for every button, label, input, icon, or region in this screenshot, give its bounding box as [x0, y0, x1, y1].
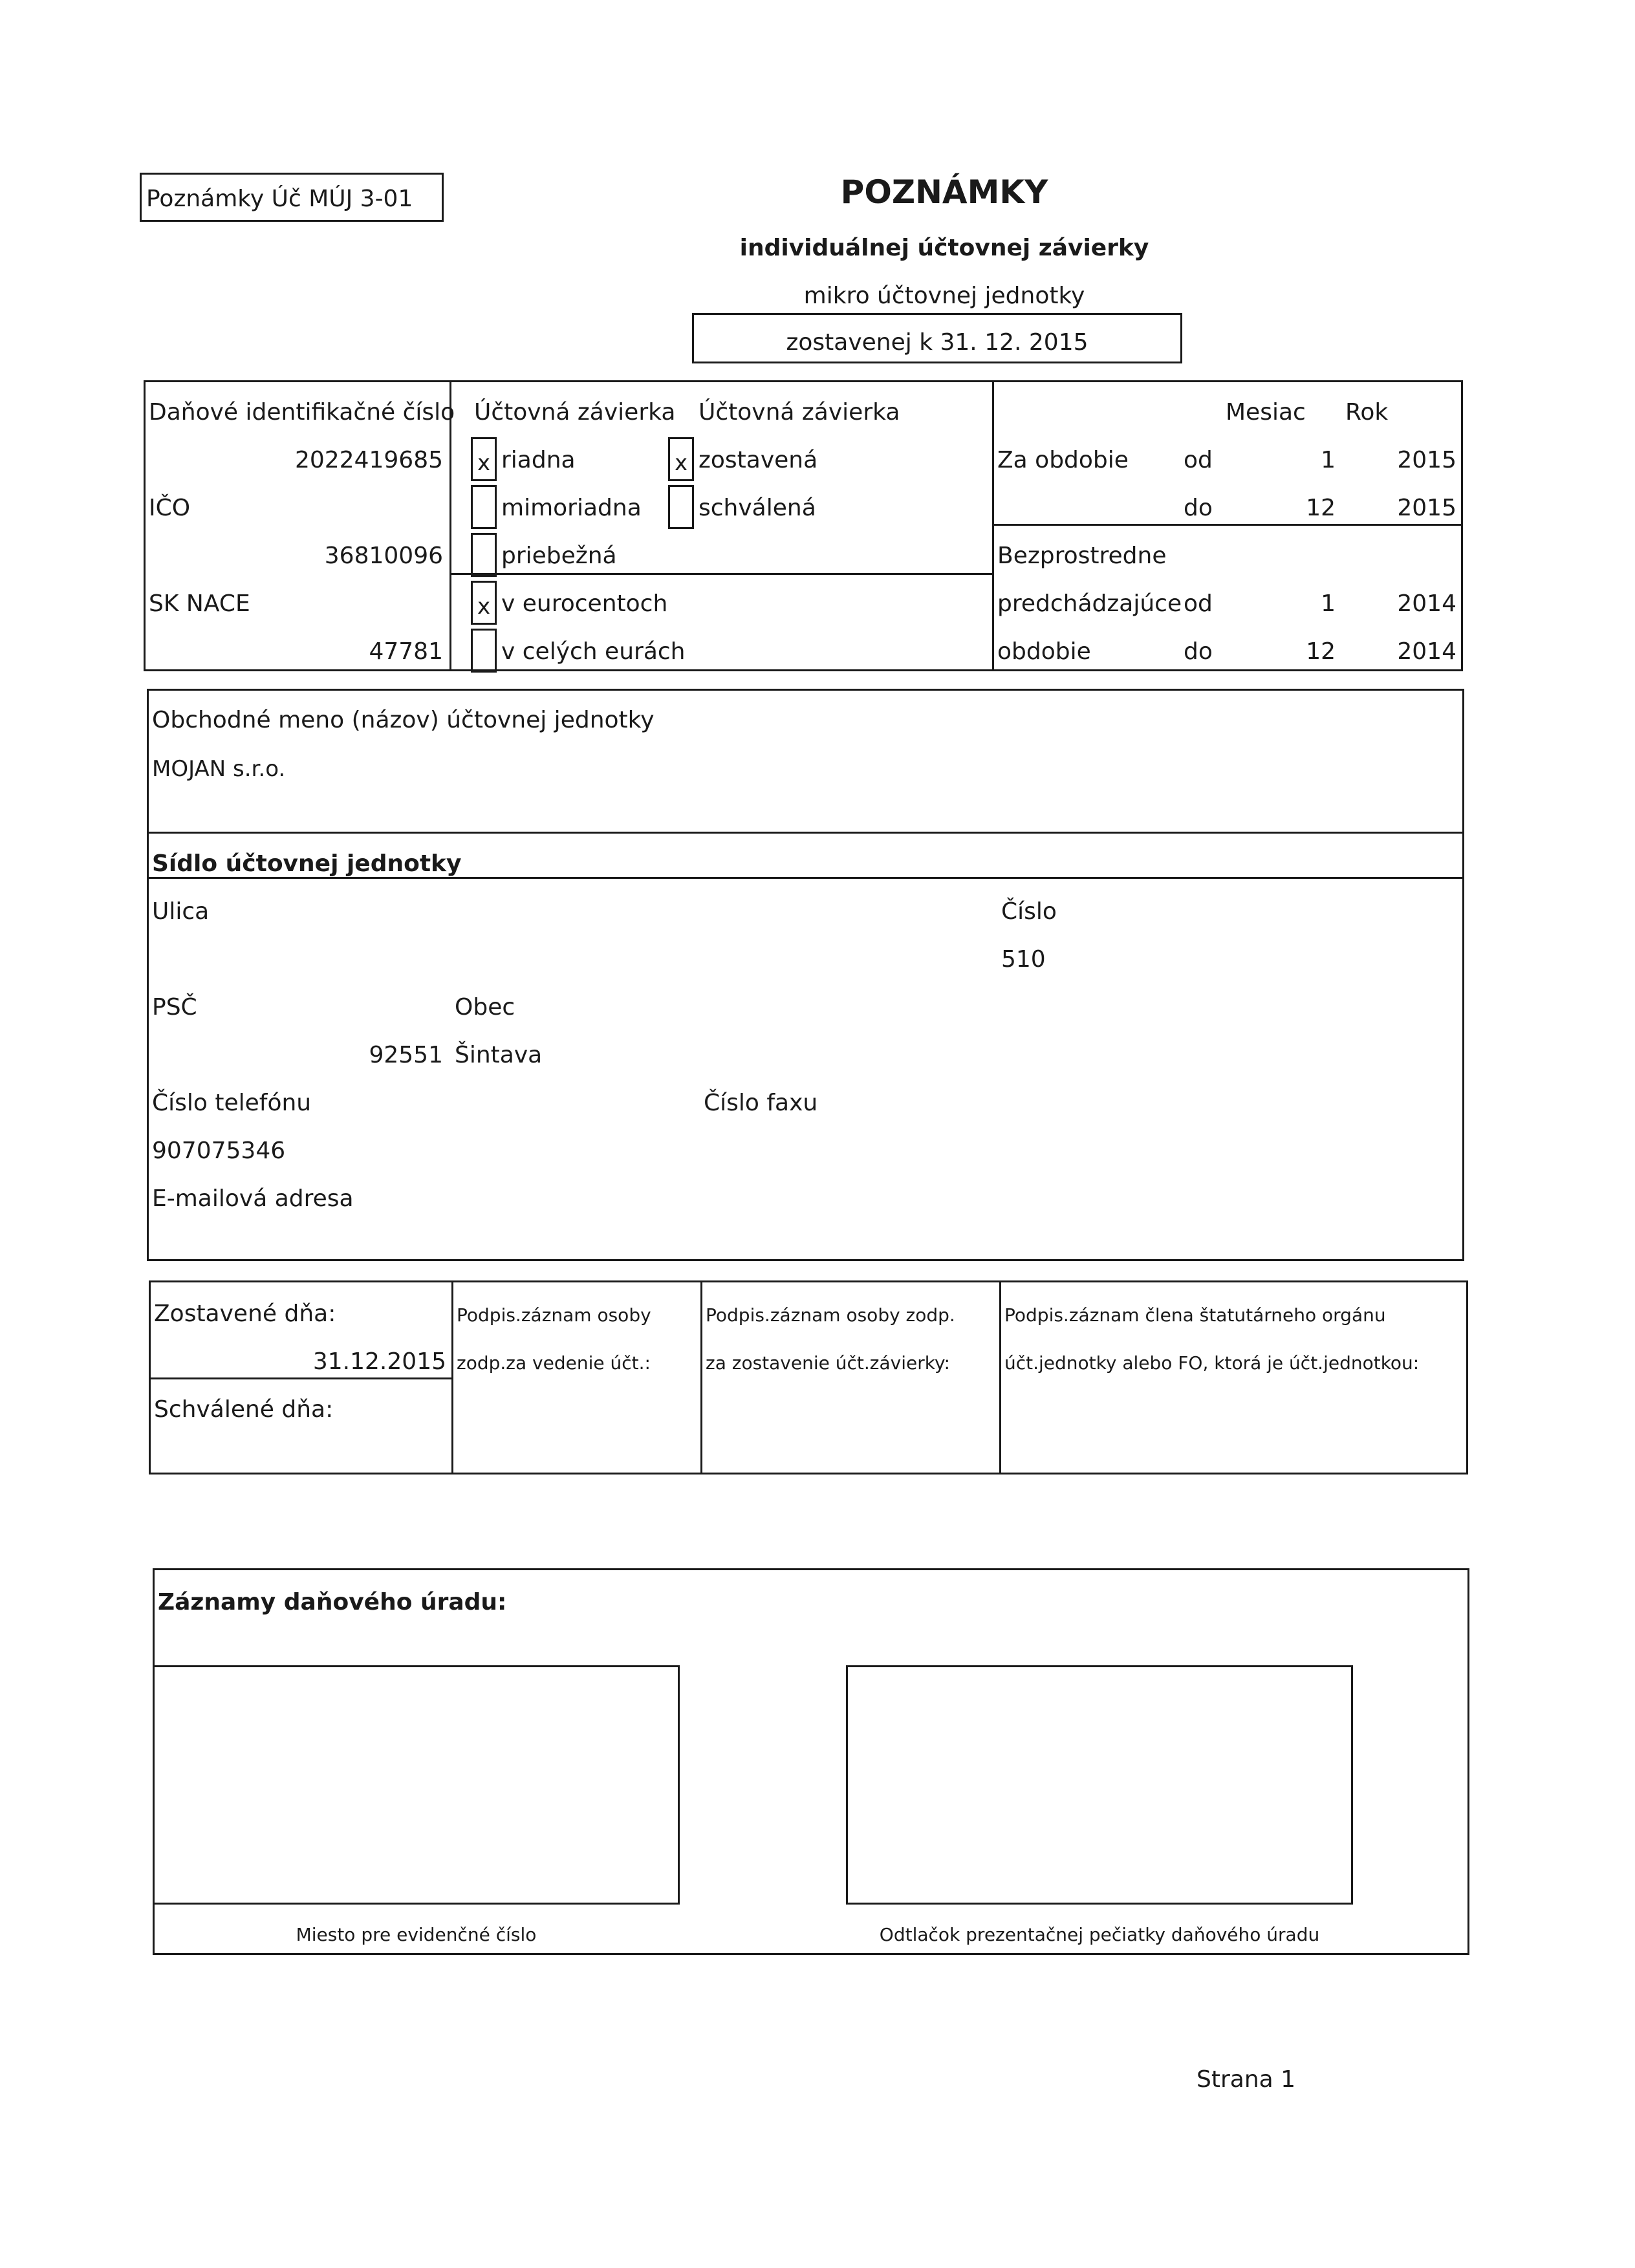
- ico-label: IČO: [149, 495, 191, 521]
- fax-label: Číslo faxu: [704, 1090, 818, 1116]
- number-label: Číslo: [1001, 898, 1057, 925]
- previous-period-label-1: Bezprostredne: [997, 543, 1167, 569]
- current-to-month: 12: [1306, 495, 1336, 521]
- subtitle-micro: mikro účtovnej jednotky: [803, 283, 1085, 309]
- current-to-label: do: [1184, 495, 1213, 521]
- zavierka-state-header: Účtovná závierka: [698, 399, 900, 426]
- number-value: 510: [1001, 946, 1046, 973]
- previous-from-label: od: [1184, 590, 1213, 617]
- eurocent-label: v eurocentoch: [501, 590, 668, 617]
- email-label: E-mailová adresa: [152, 1185, 354, 1212]
- previous-period-label-3: obdobie: [997, 638, 1091, 665]
- eura-checkbox[interactable]: [471, 629, 497, 673]
- dic-value: 2022419685: [294, 447, 443, 473]
- previous-to-year: 2014: [1397, 638, 1456, 665]
- riadna-label: riadna: [501, 447, 576, 473]
- za-obdobie-label: Za obdobie: [997, 447, 1129, 473]
- eura-label: v celých eurách: [501, 638, 686, 665]
- ico-value: 36810096: [324, 543, 443, 569]
- entity-name-label: Obchodné meno (názov) účtovnej jednotky: [152, 707, 655, 733]
- signature-accounting-line1: Podpis.záznam osoby: [457, 1304, 651, 1326]
- seat-header: Sídlo účtovnej jednotky: [152, 850, 462, 877]
- phone-value: 907075346: [152, 1138, 286, 1164]
- previous-from-month: 1: [1321, 590, 1336, 617]
- compiled-date-value: 31.12.2015: [312, 1348, 446, 1375]
- zavierka-type-header: Účtovná závierka: [474, 399, 676, 426]
- riadna-checkbox[interactable]: x: [471, 437, 497, 481]
- previous-to-month: 12: [1306, 638, 1336, 665]
- signature-statutory-line1: Podpis.záznam člena štatutárneho orgánu: [1004, 1304, 1386, 1326]
- postal-code-label: PSČ: [152, 994, 197, 1021]
- dic-label: Daňové identifikačné číslo: [149, 399, 455, 426]
- street-label: Ulica: [152, 898, 210, 925]
- registration-number-box: [153, 1665, 680, 1905]
- signature-compiler-line1: Podpis.záznam osoby zodp.: [706, 1304, 955, 1326]
- city-value: Šintava: [455, 1042, 543, 1068]
- phone-label: Číslo telefónu: [152, 1090, 312, 1116]
- current-to-year: 2015: [1397, 495, 1456, 521]
- eurocent-checkbox[interactable]: x: [471, 581, 497, 625]
- mimoriadna-label: mimoriadna: [501, 495, 642, 521]
- subtitle-date: zostavenej k 31. 12. 2015: [786, 329, 1088, 356]
- tax-office-header: Záznamy daňového úradu:: [158, 1589, 507, 1615]
- signature-accounting-line2: zodp.za vedenie účt.:: [457, 1352, 651, 1374]
- nace-value: 47781: [369, 638, 443, 665]
- schvalena-checkbox[interactable]: [668, 485, 694, 529]
- current-from-month: 1: [1321, 447, 1336, 473]
- stamp-box: [846, 1665, 1353, 1905]
- page-title: POZNÁMKY: [840, 173, 1048, 211]
- zostavena-checkbox[interactable]: x: [668, 437, 694, 481]
- schvalena-label: schválená: [698, 495, 816, 521]
- approved-date-label: Schválené dňa:: [154, 1396, 334, 1423]
- mesiac-header: Mesiac: [1226, 399, 1306, 426]
- entity-name-value: MOJAN s.r.o.: [152, 756, 286, 782]
- stamp-caption: Odtlačok prezentačnej pečiatky daňového úradu: [879, 1924, 1320, 1945]
- page-number: Strana 1: [1196, 2066, 1296, 2093]
- postal-code-value: 92551: [369, 1042, 443, 1068]
- previous-to-label: do: [1184, 638, 1213, 665]
- entity-block: [147, 689, 1464, 1261]
- previous-period-label-2: predchádzajúce: [997, 590, 1182, 617]
- city-label: Obec: [455, 994, 515, 1021]
- nace-label: SK NACE: [149, 590, 250, 617]
- previous-from-year: 2014: [1397, 590, 1456, 617]
- subtitle-individual: individuálnej účtovnej závierky: [739, 235, 1149, 261]
- zostavena-label: zostavená: [698, 447, 818, 473]
- rok-header: Rok: [1345, 399, 1389, 426]
- priebezna-label: priebežná: [501, 543, 617, 569]
- mimoriadna-checkbox[interactable]: [471, 485, 497, 529]
- form-code: Poznámky Úč MÚJ 3-01: [146, 186, 413, 212]
- registration-number-caption: Miesto pre evidenčné číslo: [296, 1924, 537, 1945]
- signature-statutory-line2: účt.jednotky alebo FO, ktorá je účt.jednotkou:: [1004, 1352, 1420, 1374]
- current-from-year: 2015: [1397, 447, 1456, 473]
- compiled-date-label: Zostavené dňa:: [154, 1301, 336, 1327]
- priebezna-checkbox[interactable]: [471, 533, 497, 577]
- current-from-label: od: [1184, 447, 1213, 473]
- signature-compiler-line2: za zostavenie účt.závierky:: [706, 1352, 950, 1374]
